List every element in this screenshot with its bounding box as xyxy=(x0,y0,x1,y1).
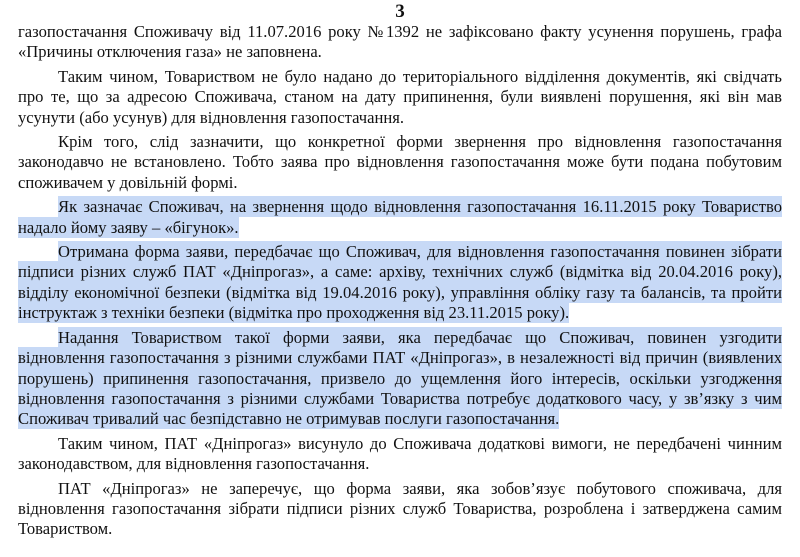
paragraph-7-text: Таким чином, ПАТ «Дніпрогаз» висунуло до Споживача додаткові вимоги, не передбачені чинним законодавством, для відновлення газопостачання. xyxy=(18,433,782,474)
paragraph-5 xyxy=(18,242,782,324)
paragraph-2 xyxy=(18,67,782,128)
paragraph-4-highlight[interactable]: Як зазначає Споживач, на звернення щодо відновлення газопостачання 16.11.2015 року Товариство надало йому заяву – «бігунок». xyxy=(18,197,782,237)
paragraph-8 xyxy=(18,479,782,540)
paragraph-3 xyxy=(18,132,782,193)
paragraph-1 xyxy=(18,22,782,63)
page-number: 3 xyxy=(395,1,405,22)
paragraph-6-highlight[interactable]: Надання Товариством такої форми заяви, яка передбачає що Споживач, повинен узгодити відновлення газопостачання з різними службами ПАТ «Дніпрогаз», в незалежності від причин (виявлених порушень) припинення газопостачання, призвело до ущемлення його інтересів, оскільки узгодження відновлення газопостачання з різними службами Товариства потребує додаткового часу, у зв’язку з чим Споживач тривалий час безпідставно не отримував послуги газопостачання. xyxy=(18,327,782,429)
paragraph-5-highlight[interactable]: Отримана форма заяви, передбачає що Споживач, для відновлення газопостачання повинен зібрати підписи різних служб ПАТ «Дніпрогаз», а саме: архіву, технічних служб (відмітка від 20.04.2016 року), відділу економічної безпеки (відмітка від 19.04.2016 року), управління обліку газу та балансів, та пройти інструктаж з техніки безпеки (відмітка про проходження від 23.11.2015 року). xyxy=(18,242,782,323)
paragraph-1-text: газопостачання Споживачу від 11.07.2016 року №1392 не зафіксовано факту усунення порушень, графа «Причины отключения газа» не заповнена. xyxy=(18,22,782,62)
paragraph-2-text: Таким чином, Товариством не було надано до територіального відділення документів, які свідчать про те, що за адресою Споживача, станом на дату припинення, були виявлені порушення, які він мав усунути (або усунув) для відновлення газопостачання. xyxy=(18,66,782,127)
paragraph-3-text: Крім того, слід зазначити, що конкретної форми звернення про відновлення газопостачання законодавчо не встановлено. Тобто заява про відновлення газопостачання може бути подана побутовим споживачем у довільній формі. xyxy=(18,132,782,192)
paragraph-6 xyxy=(18,328,782,430)
paragraph-7 xyxy=(18,434,782,475)
paragraph-8-text: ПАТ «Дніпрогаз» не заперечує, що форма заяви, яка зобов’язує побутового споживача, для відновлення газопостачання зібрати підписи різних служб Товариства, розроблена і затверджена самим Товариством. xyxy=(18,478,782,539)
paragraph-4 xyxy=(18,197,782,238)
